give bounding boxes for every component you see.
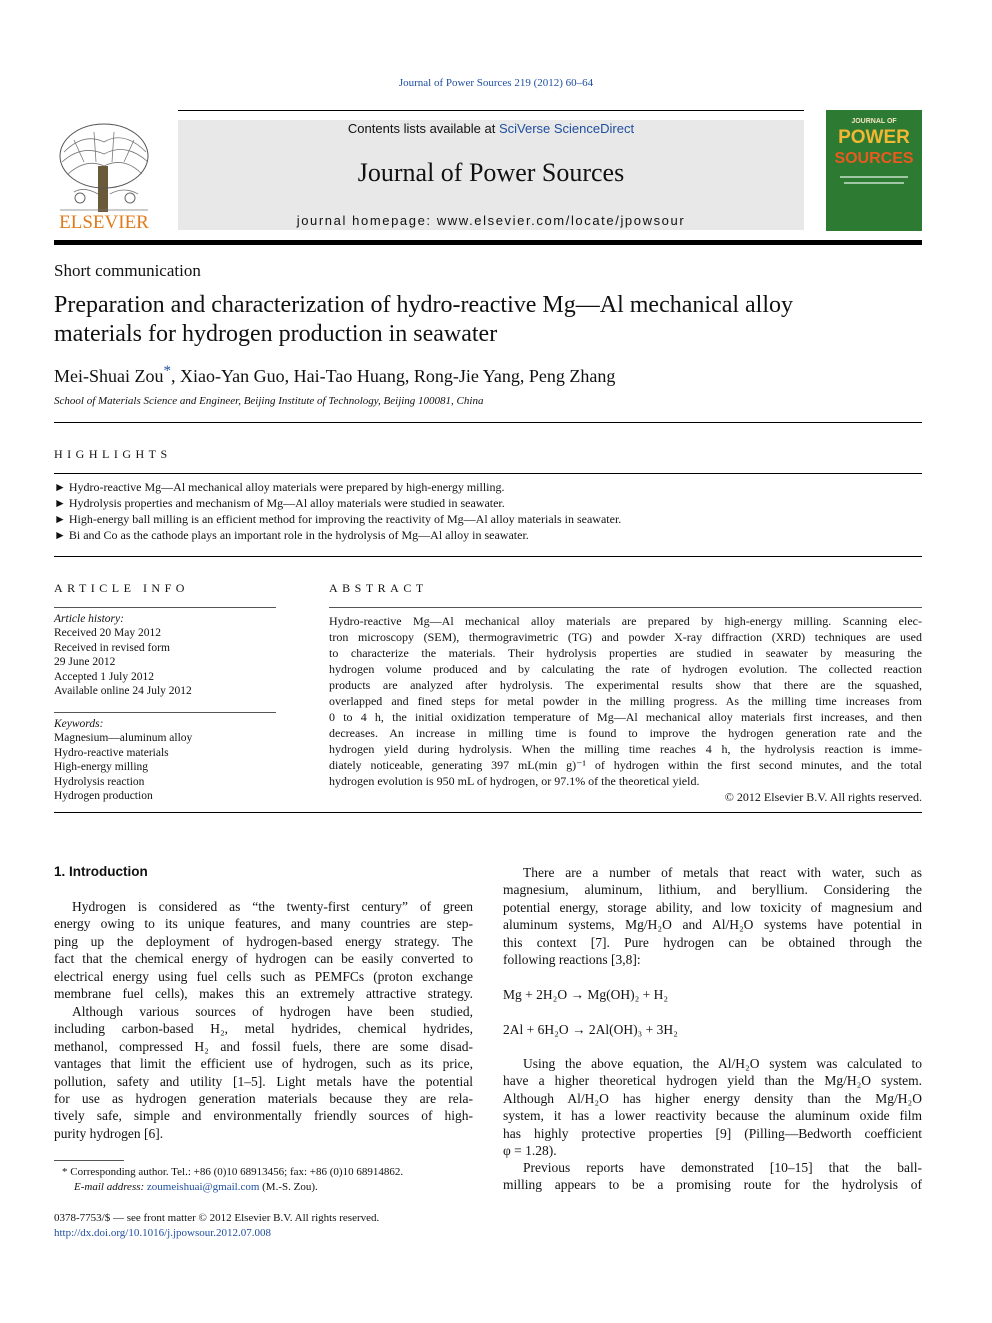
intro-paragraph-3: There are a number of metals that react with water, such as magnesium, aluminum, lithium, and beryllium. Considering the potential energy, storage ability, and low toxicity of magnesium and aluminum systems, Mg/H₂O and Al/H₂O systems have potential in this context [7]. Pure hydrogen can be obtained through the following reactions [3,8]: [503,865,922,968]
keyword: Magnesium—aluminum alloy [54,732,193,745]
journal-cover [826,110,922,231]
article-info-heading: ARTICLE INFO [54,581,189,595]
footnote: * Corresponding author. Tel.: +86 (0)10 68913456; fax: +86 (0)10 68914862. E-mail address: zoumeishuai@gmail.com (M.-S. Zou). [62,1166,404,1193]
equation-1: Mg + 2H₂O → Mg(OH)₂ + H₂ [503,987,669,1002]
highlights-list [54,479,621,543]
highlight-item: ► Hydro-reactive Mg—Al mechanical alloy materials were prepared by high-energy milling. [54,480,505,494]
cover-journal-label: JOURNAL OF [851,118,897,125]
highlight-item: ► Hydrolysis properties and mechanism of Mg—Al alloy materials were studied in seawater. [54,496,505,510]
divider [54,607,276,608]
article-type: Short communication [54,261,201,280]
header-thick-rule [54,240,922,245]
keyword: Hydro-reactive materials [54,746,169,759]
author-link[interactable]: Mei-Shuai Zou [54,366,164,386]
highlight-item: ► Bi and Co as the cathode plays an important role in the hydrolysis of Mg—Al alloy in seawater. [54,528,529,542]
doi-link[interactable]: http://dx.doi.org/10.1016/j.jpowsour.2012.07.008 [54,1227,272,1239]
article-title: Preparation and characterization of hydro-reactive Mg—Al mechanical alloy materials for hydrogen production in seawater [54,292,794,347]
divider [54,473,922,474]
cover-decoration [844,182,904,184]
abstract-heading: ABSTRACT [329,581,428,595]
front-matter: 0378-7753/$ — see front matter © 2012 Elsevier B.V. All rights reserved. http://dx.doi.org/10.1016/j.jpowsour.2012.07.008 [54,1212,380,1239]
sciencedirect-link[interactable]: SciVerse ScienceDirect [498,121,635,136]
equation-2: 2Al + 6H₂O → 2Al(OH)₃ + 3H₂ [503,1022,678,1037]
affiliation: School of Materials Science and Engineer, Beijing Institute of Technology, Beijing 100081, China [54,395,484,407]
cover-decoration [840,176,908,178]
elsevier-logo [54,122,154,234]
divider [54,422,922,423]
section-heading: 1. Introduction [54,864,148,879]
highlight-item: ► High-energy ball milling is an efficient method for improving the reactivity of Mg—Al alloy materials in seawater. [54,512,622,526]
keyword: Hydrogen production [54,790,153,803]
intro-paragraph-2: Although various sources of hydrogen have been studied, including carbon-based H₂, metal hydrides, chemical hydrides, methanol, compressed H₂ and fossil fuels, there are some disad- vantages that limit the efficient use of hydrogen, such as its price, pollution, safety and utility [1–5]. Light metals have the potential for use as hydrogen generation materials because they are rela- tively safe, simple and environmentally friendly sources of high- purity hydrogen [6]. [54,1004,473,1141]
intro-paragraph-5: Previous reports have demonstrated [10–15] that the ball- milling appears to be a promising route for the hydrolysis of [503,1160,922,1193]
abstract-body: Hydro-reactive Mg—Al mechanical alloy materials are prepared by high-energy milling. Scanning elec- tron microscopy (SEM), thermogravimetric (TG) and powder X-ray diffraction (XRD) techniques are used to characterize the materials. Their hydrolysis properties are studied in seawater by measuring the hydrogen volume produced and by calculating the rate of hydrogen evolution. The collected reaction products are analyzed after hydrolysis. The experimental results show that there are the squashed, overlapped and fined steps for metal powder in the milling progress. As the milling time increases from 0 to 4 h, the initial oxidization temperature of Mg—Al mechanical alloy materials first increases, and then decreases. An increase in milling time is found to improve the hydrogen generation rate and the hydrogen yield during hydrolysis. When the milling time reaches 4 h, the hydrolysis reaction is imme- diately noticeable, generating 397 mL(min g)⁻¹ of hydrogen within the first second minutes, and the total hydrogen evolution is 950 mL of hydrogen, or 97.1% of the theoretical yield. © 2012 Elsevier B.V. All rights reserved. [329,614,922,804]
intro-paragraph-4: Using the above equation, the Al/H₂O system was calculated to have a higher theoretical hydrogen yield than the Mg/H₂O system. Although Al/H₂O has higher energy density than the Mg/H₂O system, it has a lower reactivity because the aluminum oxide film has highly protective properties [9] (Pilling—Bedworth coefficient φ = 1.28). [503,1056,922,1159]
journal-title: Journal of Power Sources [357,158,625,187]
cover-sources-label: SOURCES [834,150,914,167]
highlights-heading: HIGHLIGHTS [54,447,172,461]
article-history: Article history: Received 20 May 2012 Received in revised form 29 June 2012 Accepted 1 July 2012 Available online 24 July 2012 [54,613,192,698]
intro-paragraph-1: Hydrogen is considered as “the twenty-first century” of green energy owing to its unique features, and many countries are step- ping up the deployment of hydrogen-based energy strategy. The fact that the chemical energy of hydrogen can be easily converted to electrical energy using fuel cells such as PEMFCs (proton exchange membrane fuel cells), makes this an extremely attractive strategy. [54,899,473,1002]
divider [54,712,276,713]
keyword: High-energy milling [54,761,149,774]
cover-power-label: POWER [838,127,910,148]
corresponding-mark[interactable]: * [163,363,171,379]
email-link[interactable]: zoumeishuai@gmail.com [146,1181,260,1193]
header-rule [178,110,804,111]
keywords: Keywords: Magnesium—aluminum alloy Hydro-reactive materials High-energy milling Hydrolysis reaction Hydrogen production [54,718,193,803]
publisher-name: ELSEVIER [59,212,149,233]
divider [54,556,922,557]
author-list: Mei-Shuai Zou*, Xiao-Yan Guo, Hai-Tao Huang, Rong-Jie Yang, Peng Zhang [54,363,616,386]
contents-line: Contents lists available at SciVerse ScienceDirect [347,121,635,136]
copyright: © 2012 Elsevier B.V. All rights reserved. [724,790,922,804]
divider [54,812,922,813]
footnote-rule [54,1160,124,1161]
journal-citation[interactable]: Journal of Power Sources 219 (2012) 60–64 [398,77,594,89]
divider [329,607,922,608]
journal-homepage[interactable]: journal homepage: www.elsevier.com/locate/jpowsour [296,213,686,228]
keyword: Hydrolysis reaction [54,775,145,788]
